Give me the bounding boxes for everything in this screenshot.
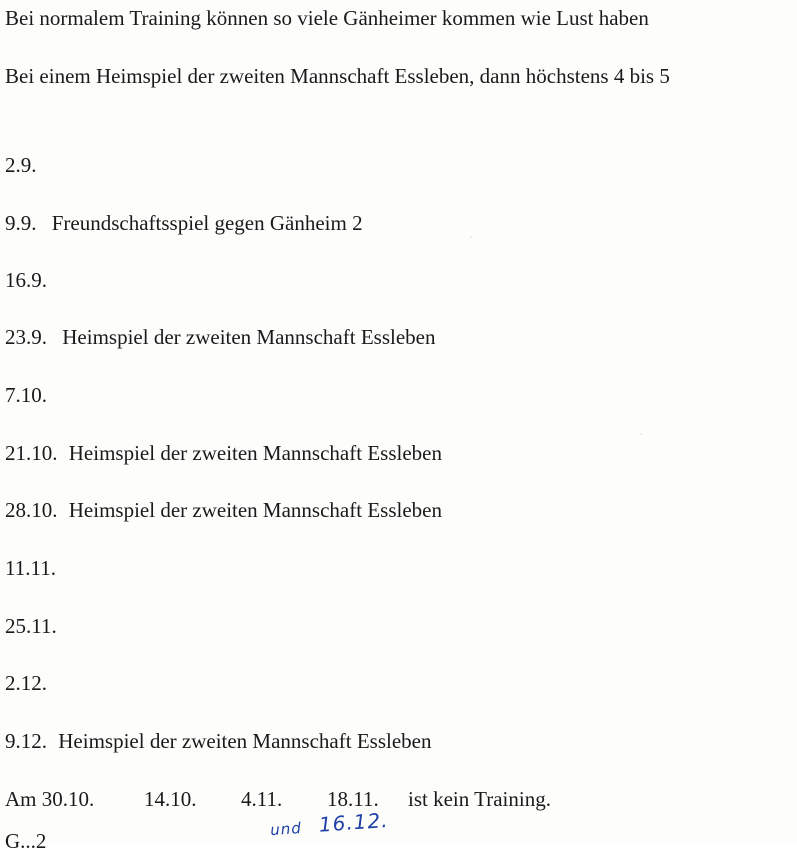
schedule-description: Heimspiel der zweiten Mannschaft Essleben [58, 729, 432, 753]
schedule-description: Freundschaftsspiel gegen Gänheim 2 [51, 211, 363, 235]
schedule-date: 2.12. [5, 671, 47, 695]
schedule-row [5, 556, 56, 580]
schedule-description: Heimspiel der zweiten Mannschaft Essleben [68, 441, 442, 465]
schedule-row [5, 498, 442, 522]
schedule-date: 7.10. [5, 383, 47, 407]
schedule-date: 2.9. [5, 153, 37, 177]
intro-line-home-game: Bei einem Heimspiel der zweiten Mannschaft Essleben, dann höchstens 4 bis 5 [5, 64, 670, 88]
schedule-date: 21.10. [5, 441, 58, 465]
no-training-line [5, 787, 785, 811]
scan-speck [640, 433, 642, 435]
no-training-prefix: Am 30.10. [5, 787, 95, 811]
schedule-row [5, 729, 431, 753]
schedule-row [5, 383, 47, 407]
no-training-date: 18.11. [327, 787, 379, 811]
intro-line-normal-training: Bei normalem Training können so viele Gänheimer kommen wie Lust haben [5, 6, 649, 30]
schedule-row [5, 671, 47, 695]
schedule-row [5, 441, 442, 465]
schedule-row [5, 268, 47, 292]
schedule-description: Heimspiel der zweiten Mannschaft Essleben [68, 498, 442, 522]
schedule-date: 23.9. [5, 325, 47, 349]
schedule-row [5, 614, 57, 638]
schedule-date: 9.12. [5, 729, 47, 753]
handwritten-word: und [269, 818, 303, 840]
no-training-date: 4.11. [241, 787, 283, 811]
schedule-date: 11.11. [5, 556, 56, 580]
handwritten-annotation [269, 808, 389, 840]
schedule-row [5, 153, 37, 177]
schedule-row [5, 211, 363, 235]
schedule-row [5, 325, 435, 349]
cut-off-line: G...2 [5, 829, 47, 853]
schedule-date: 16.9. [5, 268, 47, 292]
schedule-description: Heimspiel der zweiten Mannschaft Essleben [62, 325, 436, 349]
schedule-date: 9.9. [5, 211, 37, 235]
schedule-date: 25.11. [5, 614, 57, 638]
scan-speck [470, 236, 472, 238]
handwritten-date: 16.12. [318, 807, 390, 837]
schedule-date: 28.10. [5, 498, 58, 522]
no-training-date: 14.10. [144, 787, 197, 811]
no-training-suffix: ist kein Training. [408, 787, 551, 811]
